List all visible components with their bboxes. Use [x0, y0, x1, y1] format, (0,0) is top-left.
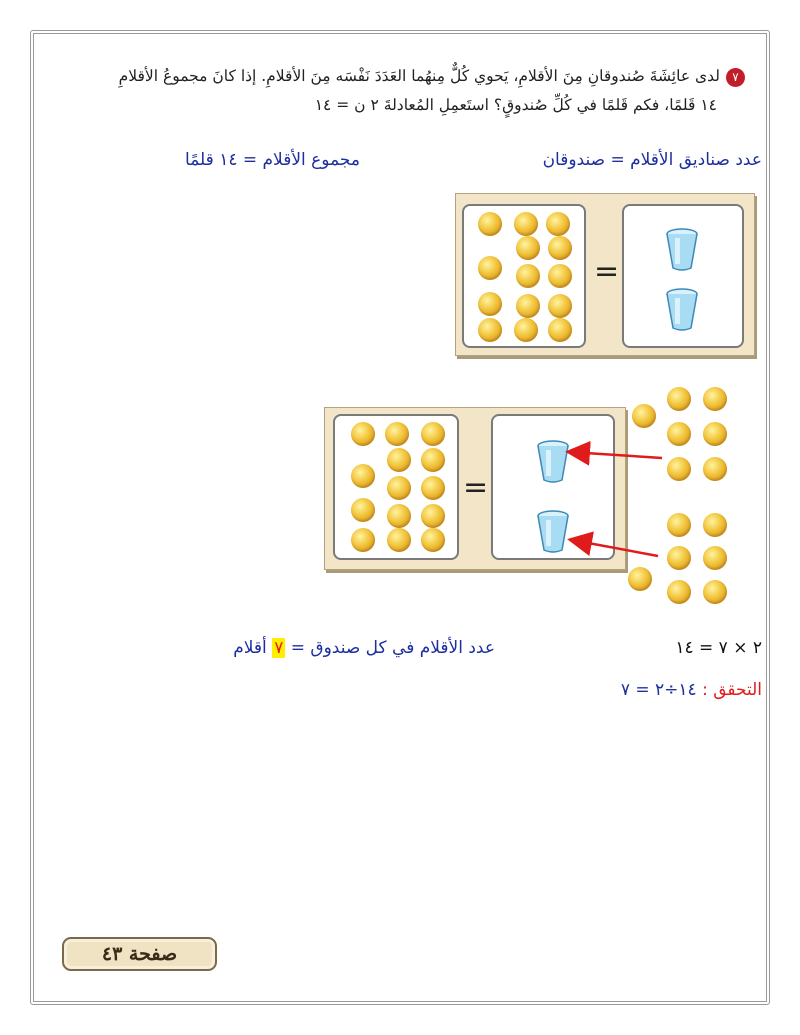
multiplication-equation: ٢ × ٧ = ١٤: [675, 638, 762, 658]
check-expression: ١٤÷٢ = ٧: [620, 680, 697, 700]
check-line: [621, 680, 762, 700]
problem-line-2: ١٤ قَلمًا، فكم قَلمًا في كُلِّ صُندوقٍ؟ استَعمِلِ المُعادلةَ ٢ ن = ١٤: [314, 96, 717, 114]
result-line: [233, 638, 495, 658]
result-suffix: أقلام: [233, 638, 267, 658]
arrow-to-cup-2: [572, 540, 658, 556]
result-value: ٧: [274, 638, 284, 658]
problem-line-1: لدى عائِشَةَ صُندوقانِ مِنَ الأقلامِ، يَحوي كُلٌّ مِنهُما العَدَدَ نَفْسَه مِنَ الأقلامِ. إذا كانَ مجموعُ الأقلامِ: [118, 67, 720, 85]
equals-sign: =: [463, 470, 489, 505]
arrow-to-cup-1: [570, 452, 662, 458]
given-boxes: عدد صناديق الأقلام = صندوقان: [542, 150, 762, 170]
page-number-badge: صفحة ٤٣: [62, 937, 217, 971]
check-label: التحقق :: [702, 680, 762, 700]
result-prefix: عدد الأقلام في كل صندوق =: [290, 638, 495, 658]
question-number-badge: ٧: [726, 68, 745, 87]
given-total: مجموع الأقلام = ١٤ قلمًا: [185, 150, 360, 170]
equals-sign: =: [594, 254, 620, 289]
